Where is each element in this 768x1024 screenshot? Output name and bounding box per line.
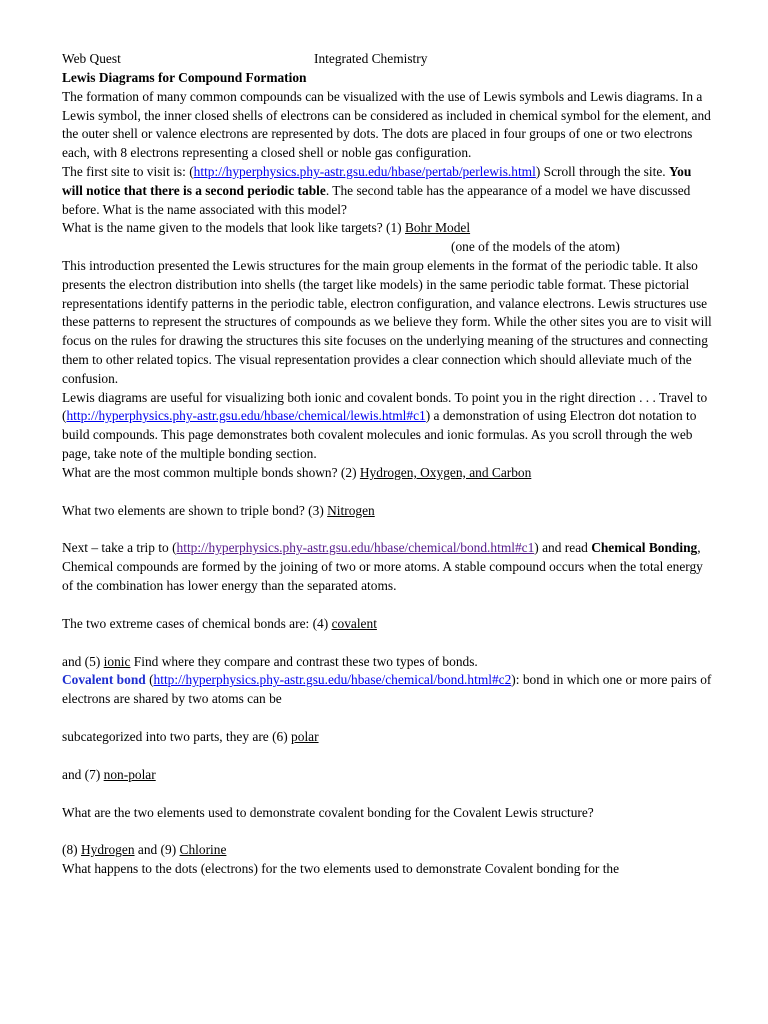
- text-run: ) and read: [534, 540, 592, 556]
- question-text: What is the name given to the models that look like targets? (1): [62, 220, 405, 236]
- text-run: Next – take a trip to (: [62, 540, 177, 556]
- text-run: Find where they compare and contrast these two types of bonds.: [130, 653, 478, 669]
- question-1: [62, 219, 712, 238]
- answer-4: covalent: [331, 615, 377, 631]
- spacer: [62, 822, 712, 841]
- question-5: [62, 653, 712, 672]
- question-6: [62, 728, 712, 747]
- question-3: [62, 502, 712, 521]
- document-title: Lewis Diagrams for Compound Formation: [62, 70, 307, 85]
- answer-8: Hydrogen: [80, 842, 135, 858]
- answer-5: ionic: [103, 653, 131, 669]
- question-text: The two extreme cases of chemical bonds are: (4): [62, 615, 332, 631]
- spacer: [62, 709, 712, 728]
- question-text: subcategorized into two parts, they are (6): [62, 728, 292, 744]
- question-8-9: [62, 841, 712, 860]
- chemical-bonding-paragraph: [62, 539, 712, 595]
- covalent-bond-paragraph: [62, 671, 712, 709]
- question-4: [62, 615, 712, 634]
- lewis-link[interactable]: http://hyperphysics.phy-astr.gsu.edu/hbase/chemical/lewis.html#c1: [66, 408, 426, 424]
- spacer: [62, 596, 712, 615]
- answer-1: Bohr Model: [405, 220, 471, 236]
- answer-1-note: (one of the models of the atom): [451, 239, 620, 255]
- question-text: What are the most common multiple bonds shown? (2): [62, 464, 360, 480]
- first-site-paragraph: [62, 163, 712, 219]
- question-7: [62, 766, 712, 785]
- perlewis-link[interactable]: http://hyperphysics.phy-astr.gsu.edu/hbase/pertab/perlewis.html: [193, 163, 536, 179]
- introduction-paragraph: This introduction presented the Lewis structures for the main group elements in the format of the periodic table. It also presents the electron distribution into shells (the target like models) in the same periodic table format. These pictorial representations identify patterns in the periodic table, electron configuration, and valance electrons. Lewis structures use these patterns to represent the structures of compounds as we believe they form. While the other sites you are to visit will focus on the rules for drawing the structures this site focuses on the underlying meaning of the structures and connecting them to other related topics. The visual representation provides a clear connection which should alleviate much of the confusion.: [62, 257, 712, 386]
- question-text: and (7): [62, 766, 104, 782]
- bold-text: You will notice that there is a second periodic table: [62, 163, 692, 198]
- text-run: Lewis diagrams are useful for visualizing both ionic and covalent bonds. To point you in the right direction . . . Travel to (: [62, 389, 708, 424]
- question-8-prompt: What are the two elements used to demonstrate covalent bonding for the Covalent Lewis structure?: [62, 804, 594, 820]
- answer-6: polar: [291, 728, 319, 744]
- bold-text: Chemical Bonding: [591, 540, 698, 556]
- spacer: [62, 747, 712, 766]
- text-run: The first site to visit is: (: [62, 163, 194, 179]
- text-run: ) Scroll through the site.: [535, 163, 669, 179]
- spacer: [62, 483, 712, 502]
- header-right: Integrated Chemistry: [314, 51, 428, 66]
- text-run: ) a demonstration of using Electron dot notation to build compounds. This page demonstrates both covalent molecules and ionic formulas. As you scroll through the web page, take note of the multiple bonding section.: [62, 408, 697, 461]
- question-text: (8): [62, 842, 81, 858]
- text-run: ): bond in which one or more pairs of electrons are shared by two atoms can be: [62, 672, 712, 707]
- spacer: [62, 785, 712, 804]
- text-run: and (9): [134, 842, 180, 858]
- spacer: [62, 634, 712, 653]
- covalent-bond-term: Covalent bond: [62, 672, 146, 688]
- bond-c2-link[interactable]: http://hyperphysics.phy-astr.gsu.edu/hbase/chemical/bond.html#c2: [153, 672, 512, 688]
- question-2: [62, 464, 712, 483]
- lewis-diagrams-paragraph: [62, 389, 712, 464]
- text-run: . The second table has the appearance of a model we have discussed before. What is the name associated with this model?: [62, 182, 691, 217]
- answer-9: Chlorine: [179, 842, 227, 858]
- last-question: What happens to the dots (electrons) for the two elements used to demonstrate Covalent bonding for the: [62, 861, 620, 877]
- bond-c1-link[interactable]: http://hyperphysics.phy-astr.gsu.edu/hbase/chemical/bond.html#c1: [176, 540, 535, 556]
- page-header: [62, 50, 712, 69]
- answer-3: Nitrogen: [327, 502, 375, 518]
- text-run: (: [145, 672, 154, 688]
- question-text: and (5): [62, 653, 104, 669]
- document-body: [62, 50, 712, 879]
- intro-paragraph: The formation of many common compounds can be visualized with the use of Lewis symbols and Lewis diagrams. In a Lewis symbol, the inner closed shells of electrons can be considered as included in chemical symbol for the element, and the outer shell or valence electrons are represented by dots. The dots are placed in four groups of one or two electrons each, with 8 electrons representing a closed shell or noble gas configuration.: [62, 88, 711, 161]
- answer-2: Hydrogen, Oxygen, and Carbon: [359, 464, 532, 480]
- header-left: Web Quest: [62, 51, 121, 66]
- question-text: What two elements are shown to triple bond? (3): [62, 502, 328, 518]
- answer-7: non-polar: [103, 766, 156, 782]
- spacer: [62, 520, 712, 539]
- text-run: , Chemical compounds are formed by the joining of two or more atoms. A stable compound occurs when the total energy of the combination has lower energy than the separated atoms.: [62, 540, 703, 593]
